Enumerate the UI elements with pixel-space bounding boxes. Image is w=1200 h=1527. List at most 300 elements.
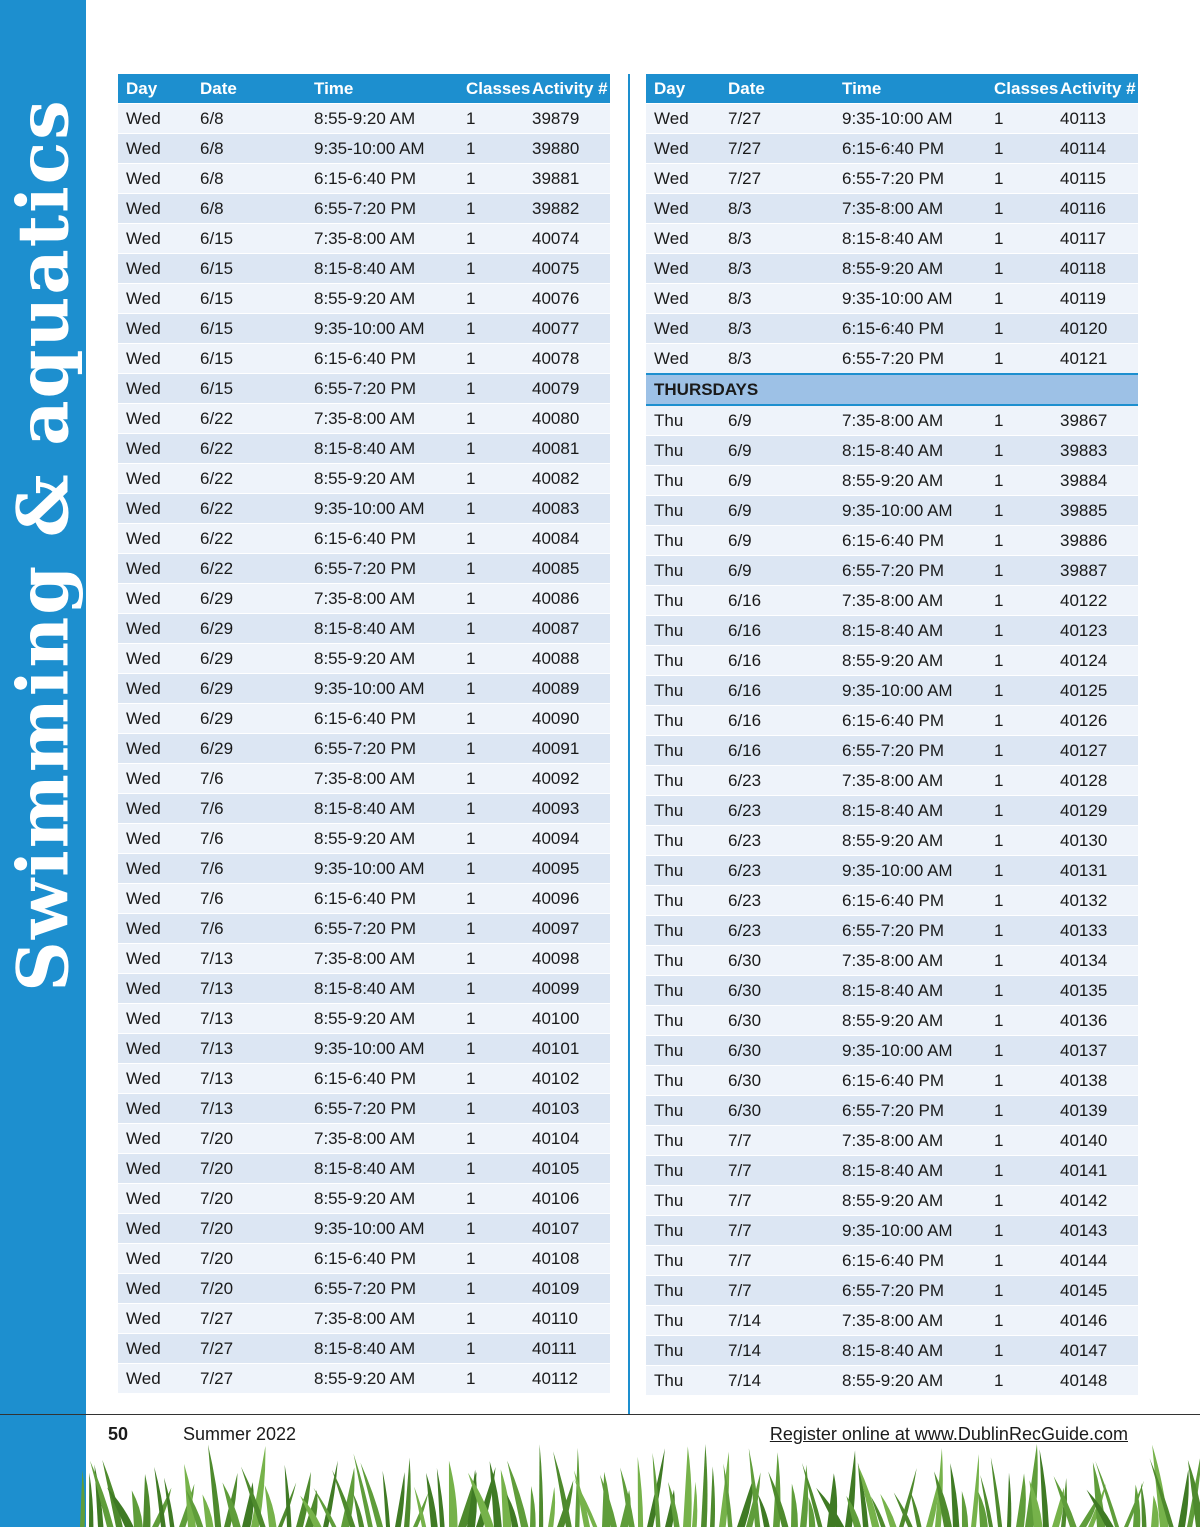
grass-blade (683, 1446, 692, 1527)
cell-day: Wed (118, 1274, 192, 1304)
cell-date: 6/23 (720, 826, 834, 856)
cell-date: 6/30 (720, 1006, 834, 1036)
cell-classes: 1 (986, 616, 1052, 646)
cell-day: Thu (646, 736, 720, 766)
cell-date: 6/16 (720, 736, 834, 766)
header-day: Day (118, 74, 192, 104)
cell-time: 8:15-8:40 AM (306, 794, 458, 824)
cell-activity: 40092 (524, 764, 610, 794)
cell-activity: 40123 (1052, 616, 1138, 646)
table-row (646, 1096, 1138, 1126)
table-row (646, 254, 1138, 284)
cell-day: Thu (646, 1126, 720, 1156)
cell-activity: 40140 (1052, 1126, 1138, 1156)
table-row (118, 434, 610, 464)
cell-classes: 1 (458, 854, 524, 884)
cell-classes: 1 (458, 374, 524, 404)
cell-date: 8/3 (720, 344, 834, 375)
cell-activity: 40135 (1052, 976, 1138, 1006)
cell-date: 8/3 (720, 254, 834, 284)
cell-activity: 40142 (1052, 1186, 1138, 1216)
cell-date: 6/9 (720, 436, 834, 466)
cell-date: 6/22 (192, 464, 306, 494)
cell-day: Wed (118, 764, 192, 794)
schedule-table-left (118, 74, 610, 1394)
cell-classes: 1 (458, 494, 524, 524)
cell-classes: 1 (458, 1124, 524, 1154)
table-row (118, 554, 610, 584)
cell-time: 6:15-6:40 PM (834, 706, 986, 736)
cell-day: Wed (118, 254, 192, 284)
table-row (646, 706, 1138, 736)
cell-day: Wed (646, 194, 720, 224)
cell-day: Thu (646, 1276, 720, 1306)
grass-blade (991, 1457, 1002, 1527)
cell-time: 8:15-8:40 AM (306, 974, 458, 1004)
cell-day: Thu (646, 1036, 720, 1066)
cell-time: 9:35-10:00 AM (306, 674, 458, 704)
cell-time: 6:15-6:40 PM (306, 884, 458, 914)
cell-day: Wed (118, 164, 192, 194)
cell-time: 8:15-8:40 AM (306, 254, 458, 284)
cell-date: 7/7 (720, 1216, 834, 1246)
grass-blade (1178, 1469, 1189, 1527)
table-row (118, 944, 610, 974)
cell-classes: 1 (986, 1006, 1052, 1036)
cell-date: 7/27 (720, 134, 834, 164)
cell-time: 8:55-9:20 AM (306, 1184, 458, 1214)
cell-classes: 1 (986, 796, 1052, 826)
cell-time: 6:15-6:40 PM (834, 1066, 986, 1096)
table-row (646, 1066, 1138, 1096)
cell-activity: 40077 (524, 314, 610, 344)
table-header (646, 74, 1138, 104)
cell-time: 6:15-6:40 PM (834, 526, 986, 556)
cell-classes: 1 (458, 644, 524, 674)
cell-day: Wed (118, 644, 192, 674)
cell-time: 9:35-10:00 AM (306, 494, 458, 524)
cell-date: 6/22 (192, 404, 306, 434)
cell-time: 7:35-8:00 AM (306, 584, 458, 614)
cell-date: 6/9 (720, 496, 834, 526)
cell-day: Thu (646, 1186, 720, 1216)
cell-time: 7:35-8:00 AM (834, 946, 986, 976)
cell-activity: 40083 (524, 494, 610, 524)
cell-date: 6/9 (720, 405, 834, 436)
cell-activity: 40093 (524, 794, 610, 824)
cell-date: 6/8 (192, 164, 306, 194)
cell-activity: 39886 (1052, 526, 1138, 556)
cell-classes: 1 (986, 736, 1052, 766)
table-row (118, 1274, 610, 1304)
cell-activity: 40089 (524, 674, 610, 704)
cell-time: 7:35-8:00 AM (834, 194, 986, 224)
cell-date: 6/15 (192, 224, 306, 254)
cell-day: Wed (118, 434, 192, 464)
cell-day: Thu (646, 586, 720, 616)
cell-time: 8:15-8:40 AM (834, 796, 986, 826)
cell-date: 7/13 (192, 1094, 306, 1124)
cell-classes: 1 (458, 254, 524, 284)
table-row (118, 584, 610, 614)
cell-activity: 40134 (1052, 946, 1138, 976)
cell-time: 6:55-7:20 PM (834, 916, 986, 946)
cell-time: 6:55-7:20 PM (306, 1094, 458, 1124)
cell-date: 8/3 (720, 284, 834, 314)
cell-date: 7/13 (192, 944, 306, 974)
cell-day: Wed (118, 404, 192, 434)
cell-time: 8:15-8:40 AM (834, 616, 986, 646)
grass-blade (501, 1469, 512, 1527)
cell-date: 6/22 (192, 554, 306, 584)
grass-blade (395, 1472, 405, 1527)
cell-time: 9:35-10:00 AM (834, 284, 986, 314)
cell-time: 6:15-6:40 PM (306, 1064, 458, 1094)
table-row (646, 496, 1138, 526)
cell-date: 6/15 (192, 254, 306, 284)
cell-activity: 40079 (524, 374, 610, 404)
cell-day: Thu (646, 826, 720, 856)
table-row (118, 674, 610, 704)
cell-classes: 1 (986, 706, 1052, 736)
table-row (118, 374, 610, 404)
grass-blade (692, 1482, 697, 1527)
cell-activity: 40124 (1052, 646, 1138, 676)
cell-time: 8:15-8:40 AM (834, 224, 986, 254)
cell-classes: 1 (986, 646, 1052, 676)
table-row (646, 526, 1138, 556)
cell-day: Wed (118, 614, 192, 644)
cell-time: 9:35-10:00 AM (306, 134, 458, 164)
cell-classes: 1 (986, 224, 1052, 254)
cell-classes: 1 (986, 1186, 1052, 1216)
cell-classes: 1 (986, 1276, 1052, 1306)
table-row (118, 224, 610, 254)
table-row (118, 344, 610, 374)
cell-activity: 39881 (524, 164, 610, 194)
header-date: Date (192, 74, 306, 104)
table-row (646, 1036, 1138, 1066)
cell-date: 6/8 (192, 104, 306, 134)
cell-day: Wed (118, 494, 192, 524)
cell-classes: 1 (458, 104, 524, 134)
cell-activity: 39867 (1052, 405, 1138, 436)
cell-activity: 40103 (524, 1094, 610, 1124)
grass-blade (143, 1474, 150, 1527)
cell-date: 6/16 (720, 616, 834, 646)
cell-activity: 40117 (1052, 224, 1138, 254)
section-title: Swimming & aquatics (1, 98, 85, 992)
cell-time: 8:15-8:40 AM (306, 614, 458, 644)
header-activity: Activity # (524, 74, 610, 104)
cell-date: 6/22 (192, 524, 306, 554)
register-link[interactable]: Register online at www.DublinRecGuide.com (769, 1424, 1128, 1444)
cell-day: Thu (646, 526, 720, 556)
table-row (646, 466, 1138, 496)
cell-activity: 40119 (1052, 284, 1138, 314)
cell-day: Thu (646, 405, 720, 436)
table-row (118, 734, 610, 764)
cell-day: Wed (118, 374, 192, 404)
cell-day: Wed (118, 974, 192, 1004)
cell-classes: 1 (458, 704, 524, 734)
cell-day: Wed (646, 254, 720, 284)
table-row (646, 1306, 1138, 1336)
cell-day: Thu (646, 616, 720, 646)
table-row (646, 1186, 1138, 1216)
cell-time: 8:15-8:40 AM (306, 1334, 458, 1364)
cell-time: 8:55-9:20 AM (306, 824, 458, 854)
cell-activity: 40104 (524, 1124, 610, 1154)
table-row (646, 1246, 1138, 1276)
cell-time: 7:35-8:00 AM (834, 405, 986, 436)
cell-activity: 40143 (1052, 1216, 1138, 1246)
cell-classes: 1 (458, 554, 524, 584)
table-row (646, 314, 1138, 344)
cell-time: 7:35-8:00 AM (306, 404, 458, 434)
cell-day: Wed (118, 104, 192, 134)
cell-activity: 40146 (1052, 1306, 1138, 1336)
cell-time: 6:55-7:20 PM (306, 554, 458, 584)
cell-date: 7/13 (192, 974, 306, 1004)
grass-blade (710, 1466, 715, 1527)
table-row (646, 916, 1138, 946)
cell-time: 6:55-7:20 PM (834, 344, 986, 375)
header-time: Time (834, 74, 986, 104)
cell-date: 6/15 (192, 284, 306, 314)
table-row (646, 646, 1138, 676)
cell-time: 9:35-10:00 AM (834, 1216, 986, 1246)
table-row (118, 854, 610, 884)
cell-date: 6/15 (192, 314, 306, 344)
table-row (118, 1184, 610, 1214)
cell-date: 6/23 (720, 766, 834, 796)
cell-classes: 1 (458, 1154, 524, 1184)
table-row (646, 976, 1138, 1006)
cell-date: 7/7 (720, 1126, 834, 1156)
cell-time: 9:35-10:00 AM (306, 1034, 458, 1064)
cell-activity: 40102 (524, 1064, 610, 1094)
cell-date: 7/20 (192, 1214, 306, 1244)
cell-day: Thu (646, 766, 720, 796)
cell-time: 6:15-6:40 PM (834, 314, 986, 344)
cell-time: 6:15-6:40 PM (834, 886, 986, 916)
table-row (646, 586, 1138, 616)
table-row (118, 404, 610, 434)
cell-time: 9:35-10:00 AM (306, 314, 458, 344)
cell-day: Wed (118, 584, 192, 614)
cell-date: 7/14 (720, 1366, 834, 1396)
cell-date: 6/23 (720, 886, 834, 916)
cell-activity: 40076 (524, 284, 610, 314)
cell-time: 8:55-9:20 AM (306, 284, 458, 314)
cell-date: 7/6 (192, 764, 306, 794)
grass-blade (1016, 1473, 1026, 1527)
cell-date: 6/29 (192, 734, 306, 764)
cell-classes: 1 (986, 1246, 1052, 1276)
cell-time: 6:15-6:40 PM (306, 164, 458, 194)
cell-day: Thu (646, 946, 720, 976)
cell-classes: 1 (458, 1334, 524, 1364)
cell-classes: 1 (458, 1004, 524, 1034)
cell-activity: 40098 (524, 944, 610, 974)
cell-time: 7:35-8:00 AM (834, 586, 986, 616)
cell-day: Wed (118, 794, 192, 824)
cell-classes: 1 (458, 134, 524, 164)
cell-day: Wed (118, 1244, 192, 1274)
cell-activity: 40125 (1052, 676, 1138, 706)
grass-blade (154, 1467, 166, 1527)
cell-day: Wed (118, 284, 192, 314)
cell-classes: 1 (458, 224, 524, 254)
cell-classes: 1 (458, 1244, 524, 1274)
cell-day: Wed (118, 344, 192, 374)
cell-activity: 40081 (524, 434, 610, 464)
cell-day: Wed (118, 1184, 192, 1214)
cell-activity: 40147 (1052, 1336, 1138, 1366)
cell-day: Wed (118, 1304, 192, 1334)
cell-date: 6/30 (720, 976, 834, 1006)
cell-date: 8/3 (720, 224, 834, 254)
grass-blade (800, 1465, 808, 1527)
grass-blade (638, 1457, 643, 1527)
cell-classes: 1 (458, 404, 524, 434)
table-row (118, 1124, 610, 1154)
cell-time: 8:55-9:20 AM (306, 104, 458, 134)
cell-activity: 40080 (524, 404, 610, 434)
table-row (118, 884, 610, 914)
cell-classes: 1 (986, 856, 1052, 886)
cell-activity: 39887 (1052, 556, 1138, 586)
cell-day: Wed (646, 134, 720, 164)
cell-time: 7:35-8:00 AM (306, 224, 458, 254)
cell-time: 8:55-9:20 AM (834, 646, 986, 676)
table-row (646, 1126, 1138, 1156)
cell-time: 6:55-7:20 PM (306, 914, 458, 944)
cell-date: 7/6 (192, 914, 306, 944)
table-row (646, 1276, 1138, 1306)
cell-classes: 1 (458, 314, 524, 344)
cell-classes: 1 (986, 1156, 1052, 1186)
table-row (646, 1156, 1138, 1186)
cell-day: Wed (118, 884, 192, 914)
cell-activity: 40127 (1052, 736, 1138, 766)
cell-activity: 40129 (1052, 796, 1138, 826)
cell-classes: 1 (458, 1184, 524, 1214)
cell-date: 6/8 (192, 134, 306, 164)
cell-classes: 1 (458, 1034, 524, 1064)
cell-day: Wed (118, 134, 192, 164)
cell-classes: 1 (986, 886, 1052, 916)
cell-day: Thu (646, 1306, 720, 1336)
grass-blade (383, 1471, 390, 1527)
cell-classes: 1 (986, 1126, 1052, 1156)
cell-time: 8:15-8:40 AM (306, 1154, 458, 1184)
cell-classes: 1 (986, 104, 1052, 134)
cell-date: 7/6 (192, 794, 306, 824)
cell-date: 7/13 (192, 1034, 306, 1064)
cell-day: Wed (118, 1034, 192, 1064)
cell-time: 8:15-8:40 AM (834, 976, 986, 1006)
cell-activity: 40139 (1052, 1096, 1138, 1126)
cell-classes: 1 (458, 1274, 524, 1304)
cell-day: Thu (646, 916, 720, 946)
grass-blade (539, 1444, 543, 1527)
cell-day: Wed (118, 1154, 192, 1184)
cell-day: Wed (118, 734, 192, 764)
cell-day: Thu (646, 886, 720, 916)
table-row (646, 796, 1138, 826)
cell-time: 6:55-7:20 PM (306, 374, 458, 404)
cell-classes: 1 (458, 764, 524, 794)
cell-day: Wed (118, 524, 192, 554)
cell-day: Wed (646, 314, 720, 344)
cell-date: 6/23 (720, 916, 834, 946)
cell-activity: 40097 (524, 914, 610, 944)
cell-date: 6/29 (192, 614, 306, 644)
cell-date: 6/16 (720, 706, 834, 736)
cell-activity: 40122 (1052, 586, 1138, 616)
cell-classes: 1 (986, 344, 1052, 375)
table-row (646, 224, 1138, 254)
table-row (118, 1094, 610, 1124)
grass-blade (449, 1461, 458, 1527)
cell-classes: 1 (458, 1304, 524, 1334)
cell-activity: 40078 (524, 344, 610, 374)
cell-activity: 40133 (1052, 916, 1138, 946)
cell-activity: 40082 (524, 464, 610, 494)
cell-date: 8/3 (720, 314, 834, 344)
cell-day: Wed (118, 554, 192, 584)
cell-time: 8:55-9:20 AM (306, 1004, 458, 1034)
table-row (118, 134, 610, 164)
grass-blade (950, 1463, 959, 1527)
table-row (118, 164, 610, 194)
cell-day: Wed (118, 1094, 192, 1124)
table-row (646, 194, 1138, 224)
grass-illustration (0, 1440, 1200, 1527)
cell-day: Thu (646, 496, 720, 526)
cell-activity: 39884 (1052, 466, 1138, 496)
cell-classes: 1 (986, 466, 1052, 496)
cell-day: Thu (646, 976, 720, 1006)
cell-time: 8:15-8:40 AM (306, 434, 458, 464)
cell-classes: 1 (986, 1216, 1052, 1246)
cell-activity: 40121 (1052, 344, 1138, 375)
cell-time: 9:35-10:00 AM (306, 854, 458, 884)
section-label: THURSDAYS (646, 374, 1138, 405)
cell-date: 6/23 (720, 796, 834, 826)
cell-day: Wed (118, 1064, 192, 1094)
cell-day: Wed (646, 344, 720, 375)
cell-activity: 40109 (524, 1274, 610, 1304)
cell-day: Wed (118, 464, 192, 494)
cell-time: 8:55-9:20 AM (306, 1364, 458, 1394)
cell-date: 7/27 (720, 104, 834, 134)
cell-date: 6/9 (720, 556, 834, 586)
grass-blade (1040, 1449, 1049, 1527)
cell-date: 7/6 (192, 824, 306, 854)
table-row (646, 1366, 1138, 1396)
table-row (118, 314, 610, 344)
grass-blade (404, 1458, 411, 1527)
cell-day: Thu (646, 1336, 720, 1366)
cell-activity: 40106 (524, 1184, 610, 1214)
cell-day: Thu (646, 856, 720, 886)
table-row (646, 766, 1138, 796)
cell-day: Thu (646, 436, 720, 466)
cell-time: 7:35-8:00 AM (834, 1126, 986, 1156)
